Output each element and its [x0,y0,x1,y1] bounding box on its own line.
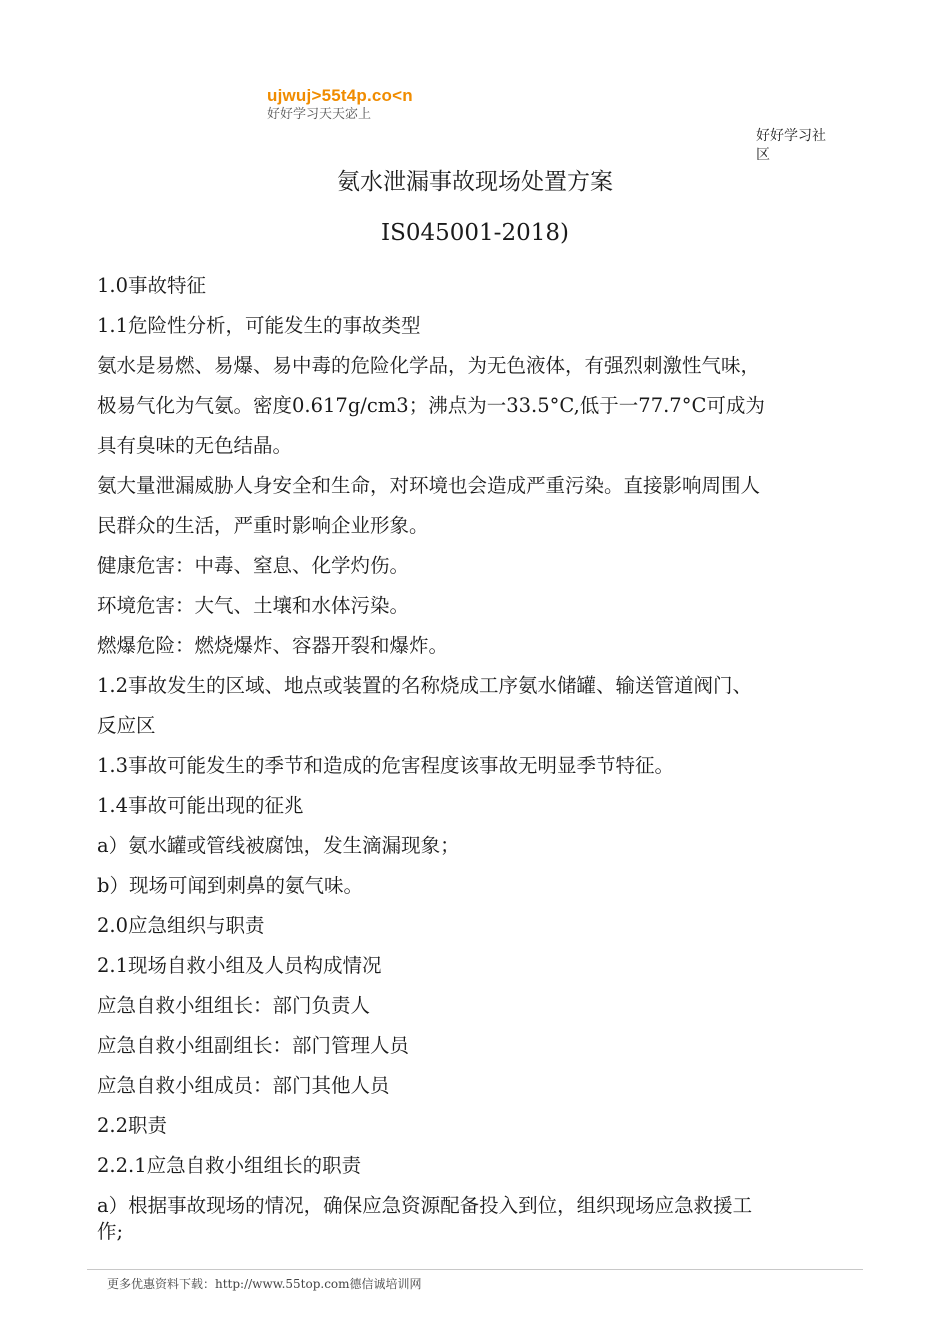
body-line: 1.0事故特征 [97,274,207,297]
corner-note-line: 好好学习社 [756,128,826,144]
body-line: 1.2事故发生的区域、地点或装置的名称烧成工序氨水储罐、输送管道阀门、 [97,674,753,697]
body-line: 2.2.1应急自救小组组长的职责 [97,1154,362,1177]
footer-divider [87,1269,863,1270]
body-line: 极易气化为气氨。密度0.617g/cm3；沸点为一33.5°C,低于一77.7°C可成为 [97,394,765,417]
body-line: 1.4事故可能出现的征兆 [97,794,304,817]
body-line: 民群众的生活，严重时影响企业形象。 [97,514,429,537]
body-line: 2.1现场自救小组及人员构成情况 [97,954,382,977]
logo-slogan: 好好学习天天宓上 [267,107,372,122]
logo-text: ujwuj>55t4p.co<n [267,86,413,105]
body-line: 1.3事故可能发生的季节和造成的危害程度该事故无明显季节特征。 [97,754,675,777]
document-body [97,266,867,1245]
document-standard: IS045001-2018) [381,220,569,246]
site-logo [267,86,413,123]
body-line: a）氨水罐或管线被腐蚀，发生滴漏现象； [97,834,460,857]
body-line: 具有臭味的无色结晶。 [97,434,293,457]
document-title: 氨水泄漏事故现场处置方案 [337,169,613,195]
body-line: 反应区 [97,714,156,737]
body-line: 氨大量泄漏威胁人身安全和生命，对环境也会造成严重污染。直接影响周围人 [97,474,761,497]
body-line: b）现场可闻到刺鼻的氨气味。 [97,874,363,897]
body-line: 作; [97,1220,124,1243]
body-line: a）根据事故现场的情况，确保应急资源配备投入到位，组织现场应急救援工 [97,1194,753,1217]
body-line: 燃爆危险：燃烧爆炸、容器开裂和爆炸。 [97,634,449,657]
corner-note [756,127,848,165]
body-line: 2.2职责 [97,1114,168,1137]
body-line: 应急自救小组副组长：部门管理人员 [97,1034,410,1057]
corner-note-line: 区 [756,147,770,163]
body-line: 环境危害：大气、土壤和水体污染。 [97,594,410,617]
body-line: 2.0应急组织与职责 [97,914,265,937]
footer-text: 更多优惠资料下载：http://www.55top.com德信诚培训网 [107,1277,422,1291]
body-line: 应急自救小组成员：部门其他人员 [97,1074,390,1097]
body-line: 1.1危险性分析，可能发生的事故类型 [97,314,421,337]
body-line: 氨水是易燃、易爆、易中毒的危险化学品，为无色液体，有强烈刺激性气味， [97,354,761,377]
body-line: 健康危害：中毒、窒息、化学灼伤。 [97,554,410,577]
body-line: 应急自救小组组长：部门负责人 [97,994,371,1017]
